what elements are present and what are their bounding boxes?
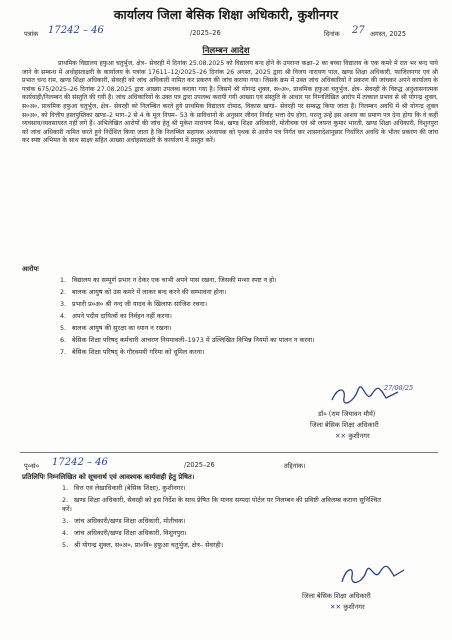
charge-item: 5. बालक आयुष की सुरक्षा का ध्यान न रखना। [60,323,172,332]
distribution-item: 4. जांच अधिकारी/खण्ड शिक्षा अधिकारी, विशुनपुरा। [62,529,187,538]
order-body [22,60,438,146]
date-month-year: अगस्त, 2025 [370,30,407,38]
signatory-name: डॉ० (राम जियावन मौर्य) [318,410,376,418]
signatory-designation: जिला बेसिक शिक्षा अधिकारी [310,421,379,429]
date-label: दिनांक [324,30,340,38]
distribution-item: 1. वित्त एवं लेखाधिकारी (बेसिक शिक्षा), कुशीनगर। [62,484,186,492]
dist-ref-label: पृ०सं० [24,462,40,470]
order-body-text: प्राथमिक विद्यालय हफुआ चतुर्भुज, क्षेत्र– सेवरही में दिनांक 25.08.2025 को विद्यालय बन्द होने के उपरान्त कक्षा–2 का बच्चा विद्यालय के एक कमरे में रात भर बन्द पाये जाने के सम्बन्ध में अधोहस्ताक्षरी के कार्यालय के पत्रांक 17611–12/2025–26 दिनांक 26 अगस्त, 2025 द्वारा श्री विजय नारायण पाल, खण्ड शिक्षा अधिकारी, फाजिलनगर एवं श्री प्रभात चन्द राम, खण्ड शिक्षा अधिकारी, सेवरही को जांच अधिकारी नामित कर प्रकरण की जांच कराया गया। जिसके क्रम में उक्त जांच अधिकारियों ने प्रकरण की जांचकर अपने कार्यालय के पत्रांक 675/2025–26 दिनांक 27.08.2025 द्वारा आख्या उपलब्ध कराया गया है। जिसमें श्री योगन्द्र शुक्ल, स०अ०, प्राथमिक हफुआ चतुर्भुज, क्षेत्र– सेवरही के विरुद्ध अनुशासनात्मक कार्यवाही/निलम्बन की संस्तुति की गयी है। जांच अधिकारियों के उक्त पत्र द्वारा उपलब्ध करायी गयी आख्या एवं संस्तुति के आधार पर निम्नलिखित आरोप में तत्काल प्रभाव से श्री योगन्द्र शुक्ल, स०अ०, प्राथमिक हफुआ चतुर्भुज, क्षेत्र– सेवरही को निलम्बित करते हुये प्राथमिक विद्यालय दोमाठ, विकास खण्ड– सेवरही पर सम्बद्ध किया जाता है। निलम्बन अवधि में श्री योगन्द्र शुक्ल स०अ०, को वित्तीय हस्तपुस्तिका खण्ड–2 भाग–2 से 4 के मूल नियम– 53 के प्राविधानों के अनुसार जीवन निर्वाह भत्ता देय होगा, परन्तु उन्हें इस आशय का प्रमाण पत्र देना होगा कि वे कहीं व्यवसाय/व्यवसायरत नहीं लगे हैं। अभिलेखित आरोपों की जांच हेतु श्री मुकेश नारायण मिश्र, खण्ड शिक्षा अधिकारी, मोतीचक एवं श्री जयन्त कुमार भारती, खण्ड शिक्षा अधिकारी, विशुनपुरा को जांच अधिकारी नामित करते हुये निर्देशित किया जाता है कि निलम्बित सहायक अध्यापक को पृथक से आरोप पत्र निर्गत कर शासनादेशानुसार निर्धारित अवधि के भीतर प्रकरण की जांच कर स्पष्ट अभिमत के साथ साक्ष्य सहित आख्या अधोहस्ताक्षरी के कार्यालय में प्रस्तुत करें। [22,60,438,145]
section-divider [20,452,438,453]
subject-heading: निलम्बन आदेश [202,46,250,56]
dist-ref-number: 17242 – 46 [52,457,108,468]
distribution-list [62,484,442,550]
charge-item: 3. प्रभारी प्र०अ० श्री नन्द जी यादव के खिलाफ साजिश रचना। [60,299,208,308]
distribution-heading: प्रतिलिपिः निम्नलिखित को सूचनार्थ एवं आवश्यक कार्यवाही हेतु प्रेषित। [22,473,195,481]
date-day: 27 [352,25,365,36]
office-designation: जिला बेसिक शिक्षा अधिकारी [302,592,371,600]
office-title: कार्यालय जिला बेसिक शिक्षा अधिकारी, कुशीनगर [113,7,339,22]
charges-list [60,276,440,357]
charge-item: 2. बालक आयुष को उस कमरे में लाकर बन्द करने की सम्भावना होना। [60,287,227,296]
seal-mark: ✕✕ [335,432,349,440]
distribution-item: 3. जांच अधिकारी/खण्ड शिक्षा अधिकारी, मोतीचक। [62,516,186,525]
dist-ref-year: /2025–26 [184,461,215,469]
signatory-place: ✕✕ कुशीनगर [335,432,370,440]
charges-label: आरोपः [22,265,39,273]
charge-item: 1. विद्यालय का सम्पूर्ण प्रभार न देकर एक चाभी अपने पास रखना, जिसकी मन्शा स्पष्ट न हो। [60,276,277,284]
office-place: ✕✕ कुशीनगर [330,603,365,611]
distribution-item: 2. खण्ड शिक्षा अधिकारी, सेवरही को इस निर्देश के साथ प्रेषित कि मानव सम्पदा पोर्टल पर निलम्बन की प्रविष्टी अविलम्ब कराना सुनिश्चित करें। [62,496,381,513]
charge-item: 7. बेसिक शिक्षा परिषद् के गौरवमयी गरिमा को धूमिल करना। [60,347,205,356]
signature-date: 27/08/25 [384,384,414,392]
ref-number: 17242 – 46 [48,25,104,36]
charge-item: 4. अपने पदीय दायित्वों का निर्वहन नहीं करना। [60,311,172,320]
ref-year: /2025–26 [190,29,221,37]
dist-date-label: तद्दिनांक। [284,462,306,470]
charge-item: 6. बेसिक शिक्षा परिषद् कर्मचारी आचरण नियमावली–1973 में उल्लिखित विभिन्न नियमों का पालन न करना। [60,335,315,344]
distribution-item: 5. श्री योगन्द्र शुक्ल, स०अ०, प्रा०वि० हफुआ चतुर्भुज, क्षेत्र– सेवरही। [62,541,224,550]
seal-mark: ✕✕ [330,603,344,611]
ref-label: पत्रांक [24,30,39,38]
signature-scribble-2 [338,562,408,588]
